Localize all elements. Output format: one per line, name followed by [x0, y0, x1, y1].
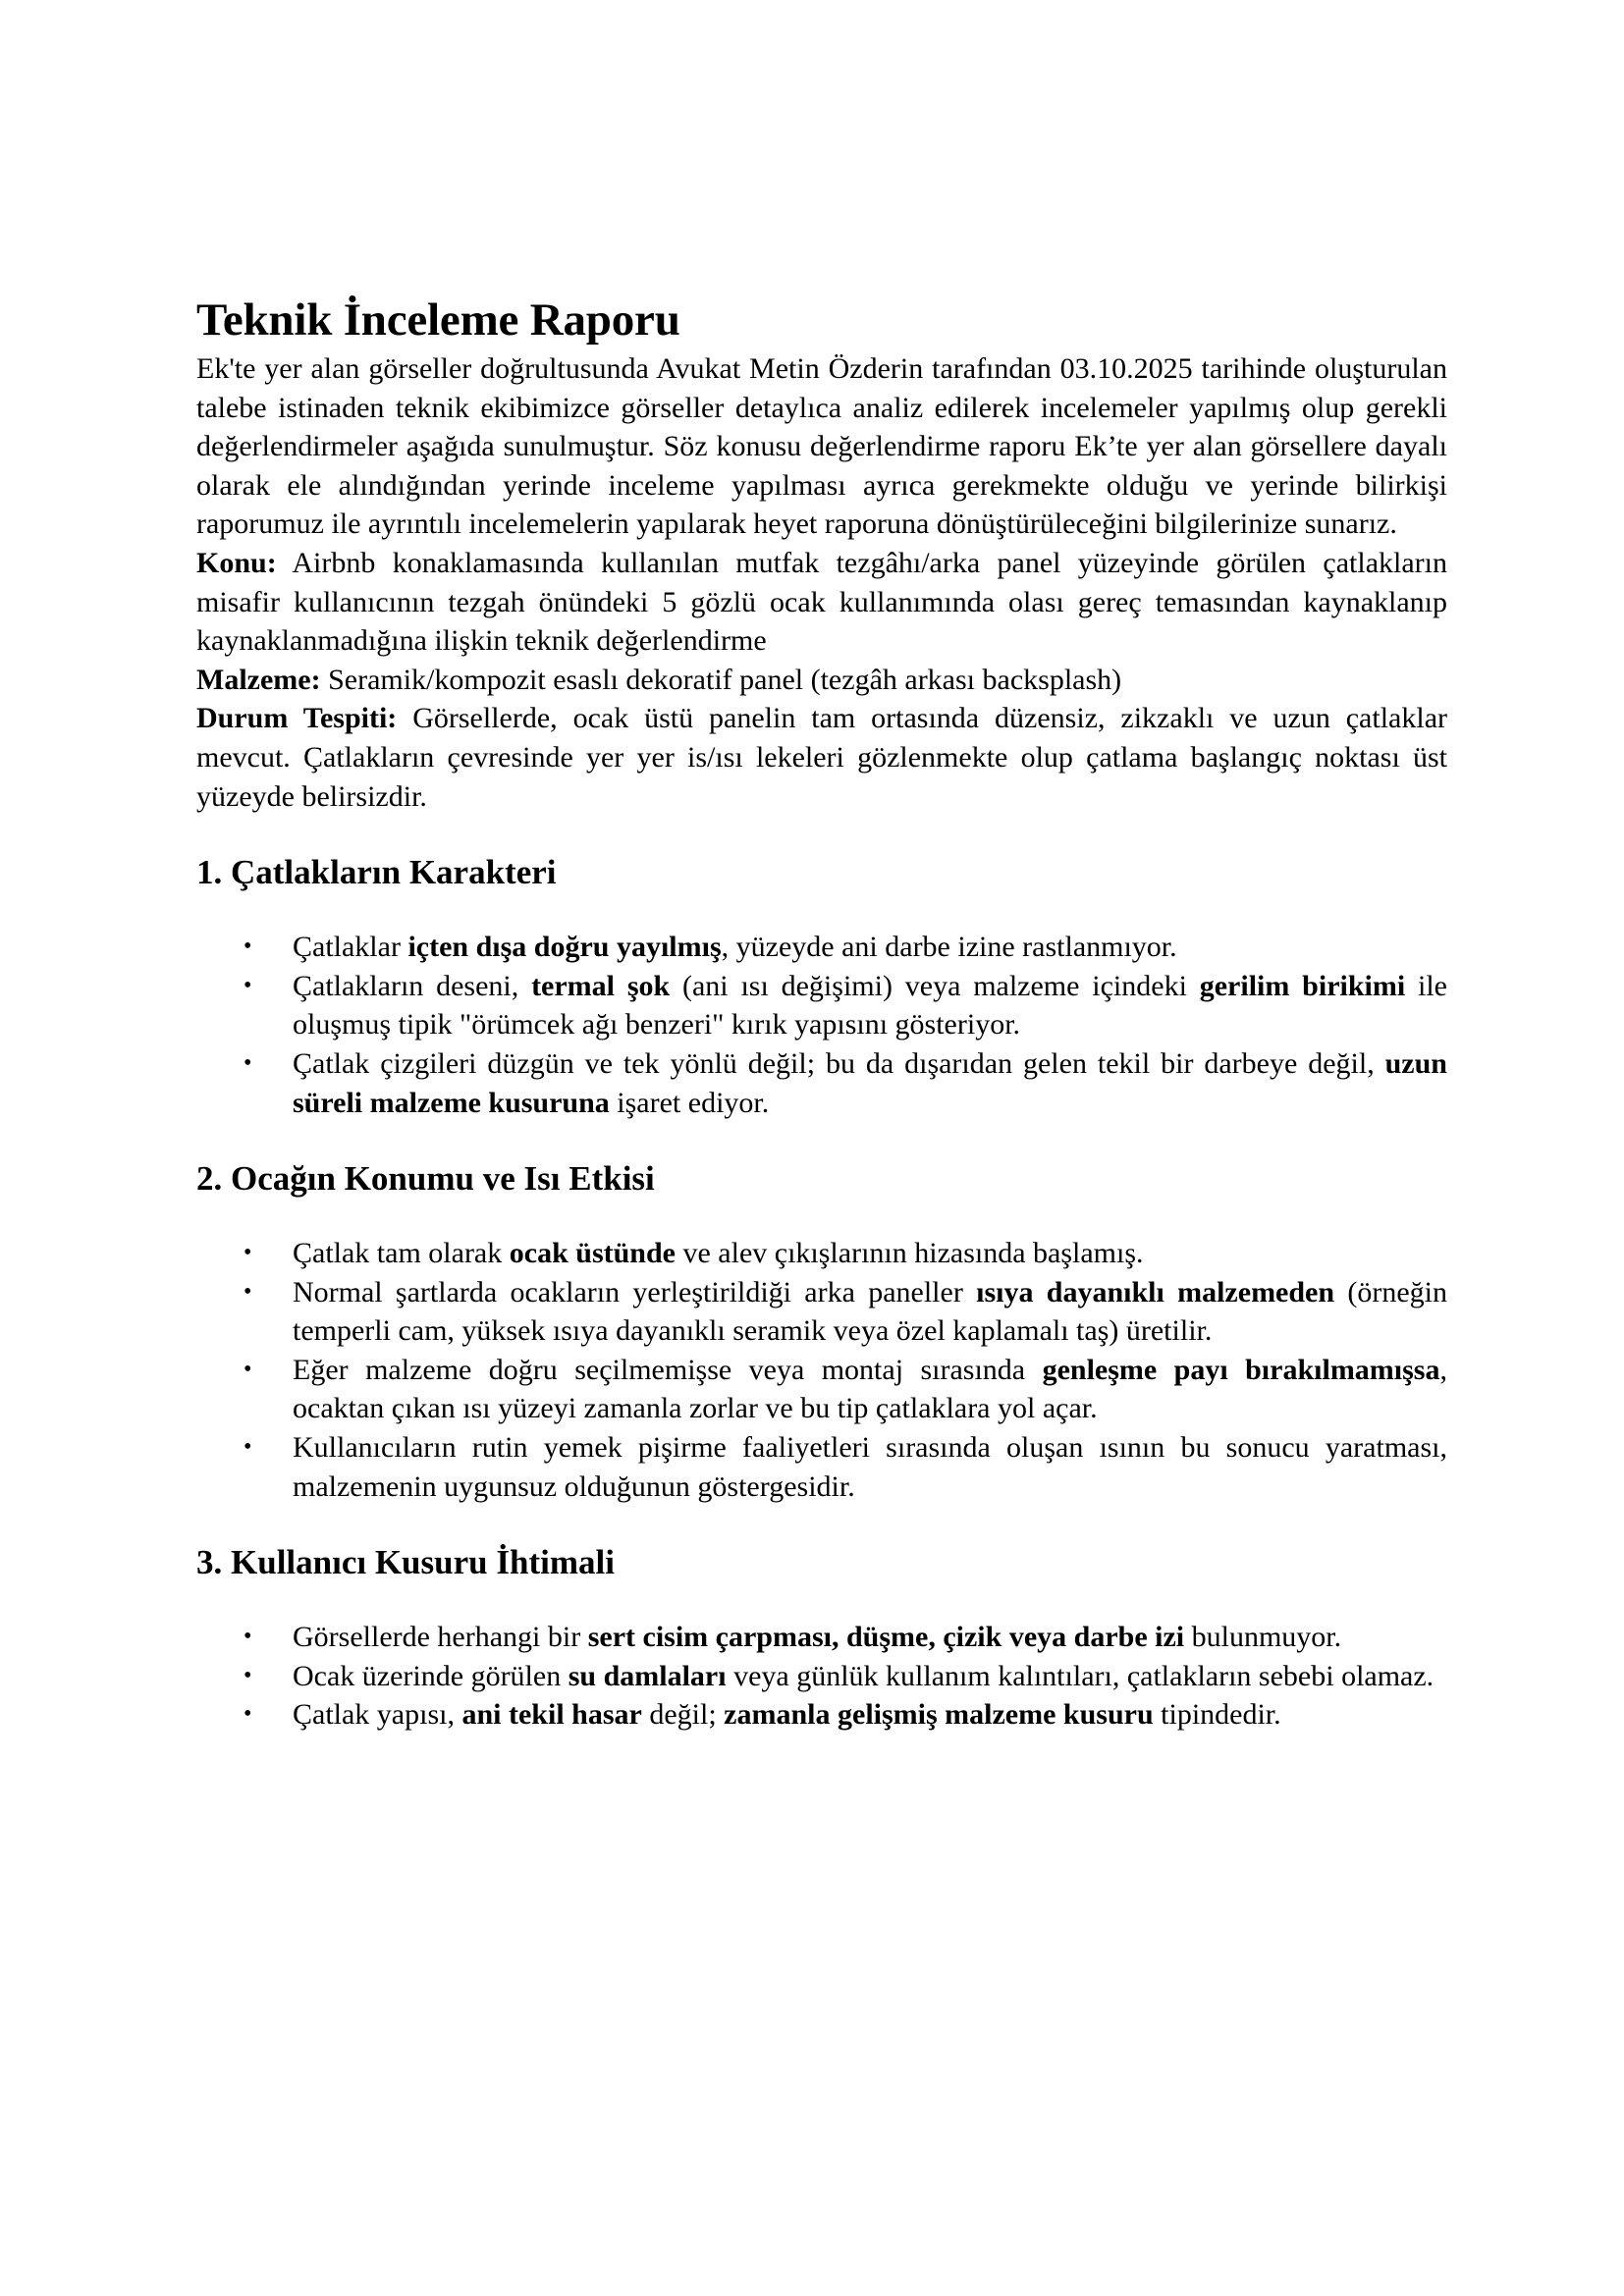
emphasis-text: uzun süreli malzeme kusuruna — [293, 1046, 1447, 1119]
bullet-item — [196, 967, 1447, 1044]
bullet-item — [196, 1618, 1447, 1657]
bullet-item — [196, 1657, 1447, 1696]
bullet-icon: • — [244, 934, 252, 960]
bullet-item — [196, 928, 1447, 967]
bullet-text: veya günlük kullanım kalıntıları, çatlakların sebebi olamaz. — [726, 1659, 1435, 1692]
bullet-text: Eğer malzeme doğru seçilmemişse veya montaj sırasında — [293, 1353, 1043, 1386]
section-heading: 1. Çatlakların Karakteri — [196, 853, 557, 892]
bullet-text: , ocaktan çıkan ısı yüzeyi zamanla zorlar ve bu tip çatlaklara yol açar. — [293, 1353, 1447, 1425]
section-2 — [196, 1157, 1447, 1506]
subject-paragraph — [196, 544, 1447, 661]
emphasis-text: ocak üstünde — [509, 1237, 676, 1270]
bullet-text: Çatlak tam olarak — [293, 1237, 510, 1270]
bullet-text: işaret ediyor. — [609, 1086, 770, 1119]
finding-paragraph — [196, 699, 1447, 816]
bullet-icon: • — [244, 1662, 252, 1688]
bullet-icon: • — [244, 1701, 252, 1728]
emphasis-text: gerilim birikimi — [1199, 969, 1406, 1002]
bullet-item — [196, 1273, 1447, 1351]
intro-paragraph: Ek'te yer alan görseller doğrultusunda Avukat Metin Özderin tarafından 03.10.2025 tarihinde oluşturulan talebe istinaden teknik ekibimizce görseller detaylıca analiz edilerek incelemeler yapılmış olup gerekli değerlendirmeler aşağıda sunulmuştur. Söz konusu değerlendirme raporu Ek’te yer alan görsellere dayalı olarak ele alındığından yerinde inceleme yapılması ayrıca gerekmekte olduğu ve yerinde bilirkişi raporumuz ile ayrıntılı incelemelerin yapılarak heyet raporuna dönüştürüleceğini bilgilerinize sunarız. — [196, 352, 1447, 541]
section-heading: 3. Kullanıcı Kusuru İhtimali — [196, 1543, 615, 1582]
bullet-text: (örneğin temperli cam, yüksek ısıya dayanıklı seramik veya özel kaplamalı taş) üretilir. — [293, 1275, 1447, 1348]
section-heading: 2. Ocağın Konumu ve Isı Etkisi — [196, 1159, 655, 1199]
bullet-item — [196, 1428, 1447, 1506]
bullet-text: Çatlakların deseni, — [293, 969, 532, 1002]
bullet-icon: • — [244, 1049, 252, 1076]
subject-text: Airbnb konaklamasında kullanılan mutfak tezgâhı/arka panel yüzeyinde görülen çatlakların misafir kullanıcının tezgah önündeki 5 gözlü ocak kullanımında olası gereç temasından kaynaklanıp kaynaklanmadığına ilişkin teknik değerlendirme — [196, 546, 1447, 658]
finding-label: Durum Tespiti: — [196, 702, 398, 735]
emphasis-text: zamanla gelişmiş malzeme kusuru — [724, 1698, 1154, 1732]
material-paragraph — [196, 661, 1447, 700]
bullet-text: Çatlak çizgileri düzgün ve tek yönlü değil; bu da dışarıdan gelen tekil bir darbeye değil, — [293, 1046, 1385, 1080]
bullet-text: tipindedir. — [1153, 1698, 1281, 1732]
bullet-text: Kullanıcıların rutin yemek pişirme faaliyetleri sırasında oluşan ısının bu sonucu yaratması, malzemenin uygunsuz olduğunun göstergesidir. — [293, 1431, 1447, 1503]
section-3 — [196, 1541, 1447, 1735]
emphasis-text: sert cisim çarpması, düşme, çizik veya darbe izi — [587, 1621, 1185, 1654]
section-1 — [196, 851, 1447, 1122]
emphasis-text: ısıya dayanıklı malzemeden — [976, 1275, 1335, 1308]
emphasis-text: içten dışa doğru yayılmış — [407, 931, 722, 964]
bullet-item — [196, 1695, 1447, 1735]
emphasis-text: su damlaları — [568, 1659, 727, 1692]
bullet-text: (ani ısı değişimi) veya malzeme içindeki — [670, 969, 1200, 1002]
bullet-list — [196, 1618, 1447, 1735]
bullet-text: bulunmuyor. — [1184, 1621, 1342, 1654]
bullet-text: Görsellerde herhangi bir — [293, 1621, 588, 1654]
emphasis-text: ani tekil hasar — [461, 1698, 642, 1732]
bullet-icon: • — [244, 1624, 252, 1650]
material-label: Malzeme: — [196, 663, 321, 696]
bullet-text: ve alev çıkışlarının hizasında başlamış. — [675, 1237, 1144, 1270]
bullet-item — [196, 1044, 1447, 1122]
bullet-text: Normal şartlarda ocakların yerleştirildiği arka paneller — [293, 1275, 977, 1308]
bullet-text: Çatlak yapısı, — [293, 1698, 462, 1732]
bullet-text: Ocak üzerinde görülen — [293, 1659, 568, 1692]
bullet-icon: • — [244, 972, 252, 998]
bullet-icon: • — [244, 1356, 252, 1382]
bullet-text: değil; — [641, 1698, 725, 1732]
bullet-text: Çatlaklar — [293, 931, 408, 964]
bullet-item — [196, 1234, 1447, 1273]
document-title: Teknik İnceleme Raporu — [196, 294, 680, 346]
material-text: Seramik/kompozit esaslı dekoratif panel (tezgâh arkası backsplash) — [328, 663, 1122, 696]
finding-text: Görsellerde, ocak üstü panelin tam ortasında düzensiz, zikzaklı ve uzun çatlaklar mevcut. Çatlakların çevresinde yer yer is/ısı lekeleri gözlenmekte olup çatlama başlangıç noktası üst yüzeyde belirsizdir. — [196, 702, 1447, 813]
subject-label: Konu: — [196, 546, 277, 579]
bullet-list — [196, 1234, 1447, 1506]
bullet-text: , yüzeyde ani darbe izine rastlanmıyor. — [721, 931, 1177, 964]
bullet-text: ile oluşmuş tipik "örümcek ağı benzeri" kırık yapısını gösteriyor. — [293, 969, 1448, 1041]
bullet-icon: • — [244, 1434, 252, 1461]
emphasis-text: termal şok — [531, 969, 671, 1002]
bullet-list — [196, 928, 1447, 1122]
emphasis-text: genleşme payı bırakılmamışsa — [1042, 1353, 1440, 1386]
bullet-icon: • — [244, 1240, 252, 1266]
bullet-item — [196, 1351, 1447, 1428]
bullet-icon: • — [244, 1278, 252, 1305]
document-page — [196, 291, 1447, 1735]
